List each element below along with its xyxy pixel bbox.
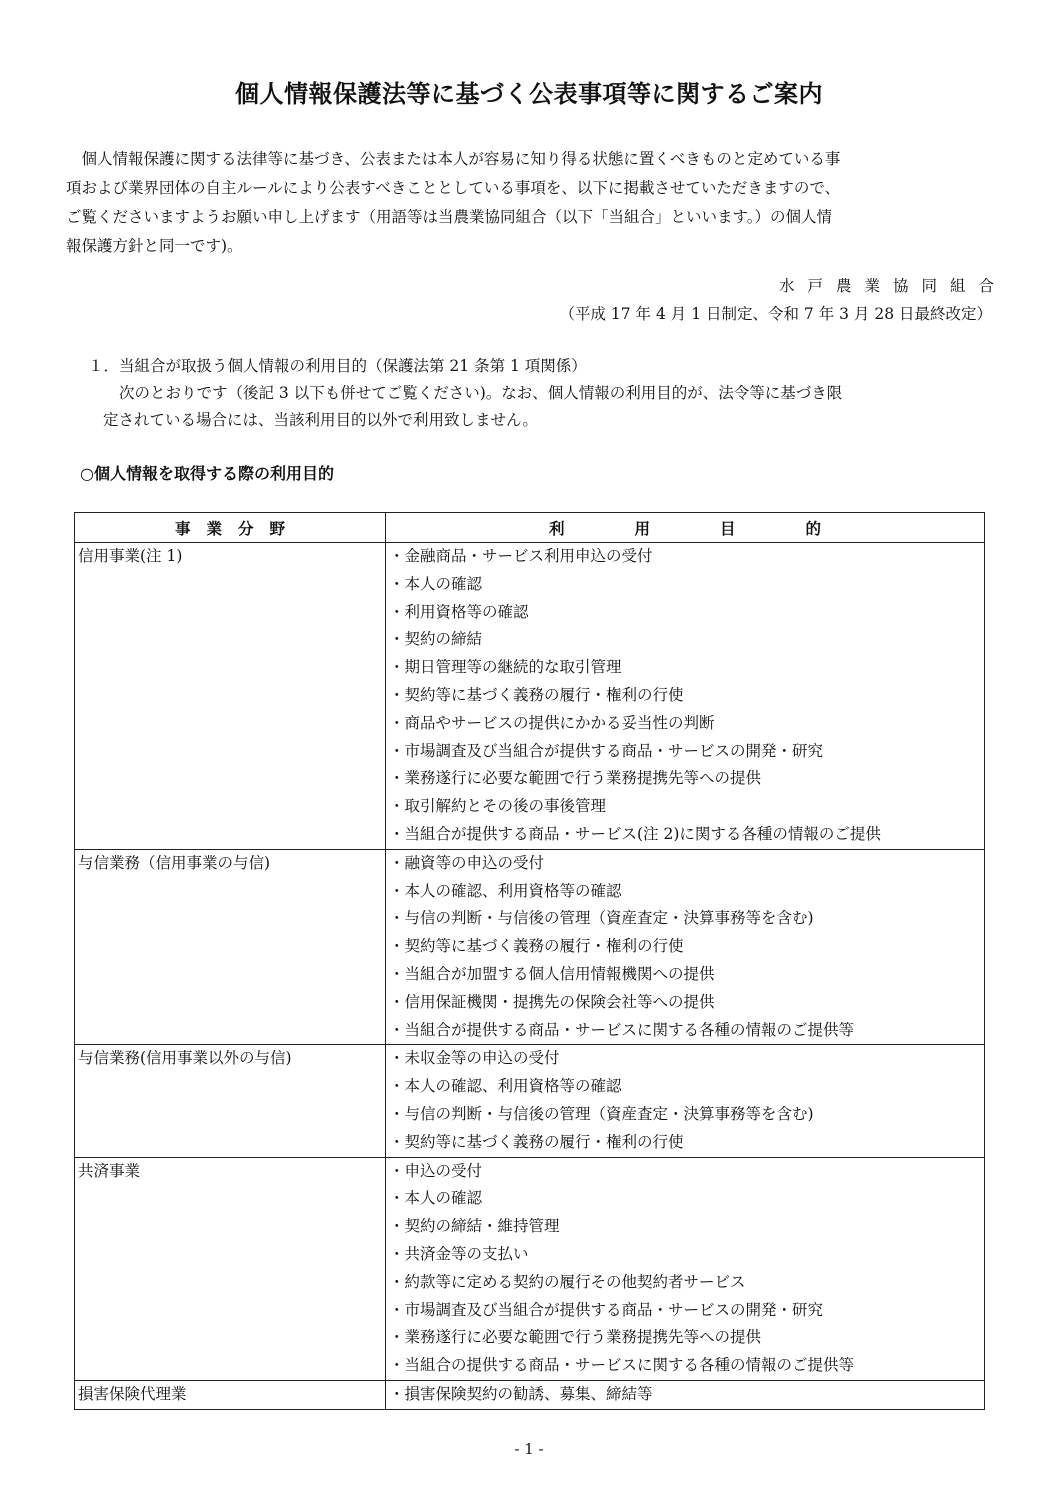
purpose-item: ・当組合が提供する商品・サービスに関する各種の情報のご提供等 [389, 1020, 855, 1039]
business-field-cell [75, 849, 386, 1045]
purpose-item: ・契約の締結・維持管理 [389, 1217, 560, 1236]
purpose-item: ・契約等に基づく義務の履行・権利の行使 [389, 937, 684, 956]
purpose-item: ・契約等に基づく義務の履行・権利の行使 [389, 1132, 684, 1151]
intro-paragraph [66, 145, 1006, 261]
section-1-body-line: 次のとおりです（後記 3 以下も併せてご覧ください)。なお、個人情報の利用目的が、法令等に基づき限 [119, 384, 843, 402]
intro-line: 項および業界団体の自主ルールにより公表すべきこととしている事項を、以下に掲載させていただきますので、 [66, 179, 841, 197]
page-number: - 1 - [514, 1440, 544, 1458]
header-business-field [75, 513, 386, 543]
intro-line: ご覧くださいますようお願い申し上げます（用語等は当農業協同組合（以下「当組合」といいます。）の個人情 [66, 208, 833, 226]
purpose-item: ・損害保険契約の勧誘、募集、締結等 [389, 1384, 653, 1403]
business-field-cell [75, 1157, 386, 1380]
purpose-cell [386, 1380, 985, 1409]
section-1-body-line: 定されている場合には、当該利用目的以外で利用致しません。 [103, 411, 538, 429]
purpose-item: ・取引解約とその後の事後管理 [389, 797, 607, 816]
purpose-item: ・共済金等の支払い [389, 1244, 529, 1263]
purpose-item: ・本人の確認 [389, 1189, 483, 1208]
business-field-label: 与信業務（信用事業の与信) [78, 853, 271, 872]
business-field-cell [75, 1380, 386, 1409]
business-field-label: 共済事業 [78, 1161, 141, 1180]
purpose-cell [386, 1045, 985, 1157]
purpose-item: ・利用資格等の確認 [389, 602, 529, 621]
purpose-cell [386, 1157, 985, 1380]
purpose-item: ・期日管理等の継続的な取引管理 [389, 658, 622, 677]
purpose-item: ・与信の判断・与信後の管理（資産査定・決算事務等を含む) [389, 1104, 814, 1123]
header-purpose [386, 513, 985, 543]
purpose-item: ・申込の受付 [389, 1161, 483, 1180]
business-field-cell [75, 543, 386, 850]
purpose-cell [386, 543, 985, 850]
purpose-item: ・市場調査及び当組合が提供する商品・サービスの開発・研究 [389, 741, 824, 760]
purpose-item: ・本人の確認、利用資格等の確認 [389, 1077, 622, 1096]
purpose-cell [386, 849, 985, 1045]
business-field-cell [75, 1045, 386, 1157]
table-row [75, 1157, 985, 1380]
header-purpose-label: 利用目的 [548, 519, 891, 538]
intro-line: 報保護方針と同一です)。 [66, 237, 243, 255]
purpose-item: ・融資等の申込の受付 [389, 853, 545, 872]
purpose-item: ・信用保証機関・提携先の保険会社等への提供 [389, 992, 715, 1011]
intro-line: 個人情報保護に関する法律等に基づき、公表または本人が容易に知り得る状態に置くべきものと定めている事 [66, 150, 841, 168]
section-1-heading: １．当組合が取扱う個人情報の利用目的（保護法第 21 条第 1 項関係） [88, 357, 587, 375]
purpose-item: ・業務遂行に必要な範囲で行う業務提携先等への提供 [389, 1328, 762, 1347]
purpose-item: ・当組合が加盟する個人信用情報機関への提供 [389, 964, 715, 983]
purpose-item: ・未収金等の申込の受付 [389, 1049, 560, 1068]
header-business-field-label: 事業分野 [174, 519, 301, 538]
purpose-item: ・与信の判断・与信後の管理（資産査定・決算事務等を含む) [389, 909, 814, 928]
purpose-table [74, 512, 985, 1410]
purpose-item: ・金融商品・サービス利用申込の受付 [389, 547, 653, 565]
purpose-item: ・業務遂行に必要な範囲で行う業務提携先等への提供 [389, 769, 762, 788]
section-1 [88, 353, 998, 434]
purpose-subheading: ○個人情報を取得する際の利用目的 [80, 464, 334, 483]
purpose-item: ・本人の確認 [389, 574, 483, 593]
business-field-label: 与信業務(信用事業以外の与信) [78, 1049, 292, 1068]
table-row [75, 1045, 985, 1157]
purpose-item: ・本人の確認、利用資格等の確認 [389, 881, 622, 900]
revision-dates: （平成 17 年 4 月 1 日制定、令和 7 年 3 月 28 日最終改定） [559, 305, 992, 323]
document-title: 個人情報保護法等に基づく公表事項等に関するご案内 [235, 80, 823, 108]
organization-name: 水戸農業協同組合 [778, 277, 1007, 295]
purpose-item: ・当組合が提供する商品・サービス(注 2)に関する各種の情報のご提供 [389, 824, 881, 843]
purpose-item: ・契約の締結 [389, 630, 483, 649]
business-field-label: 信用事業(注 1) [78, 547, 183, 565]
purpose-item: ・市場調査及び当組合が提供する商品・サービスの開発・研究 [389, 1300, 824, 1319]
table-header-row [75, 513, 985, 543]
table-body [75, 543, 985, 1410]
table-row [75, 849, 985, 1045]
purpose-item: ・商品やサービスの提供にかかる妥当性の判断 [389, 713, 715, 732]
purpose-item: ・契約等に基づく義務の履行・権利の行使 [389, 685, 684, 704]
table-row [75, 543, 985, 850]
purpose-item: ・約款等に定める契約の履行その他契約者サービス [389, 1272, 746, 1291]
business-field-label: 損害保険代理業 [78, 1384, 187, 1403]
table-row [75, 1380, 985, 1409]
purpose-item: ・当組合の提供する商品・サービスに関する各種の情報のご提供等 [389, 1356, 855, 1375]
